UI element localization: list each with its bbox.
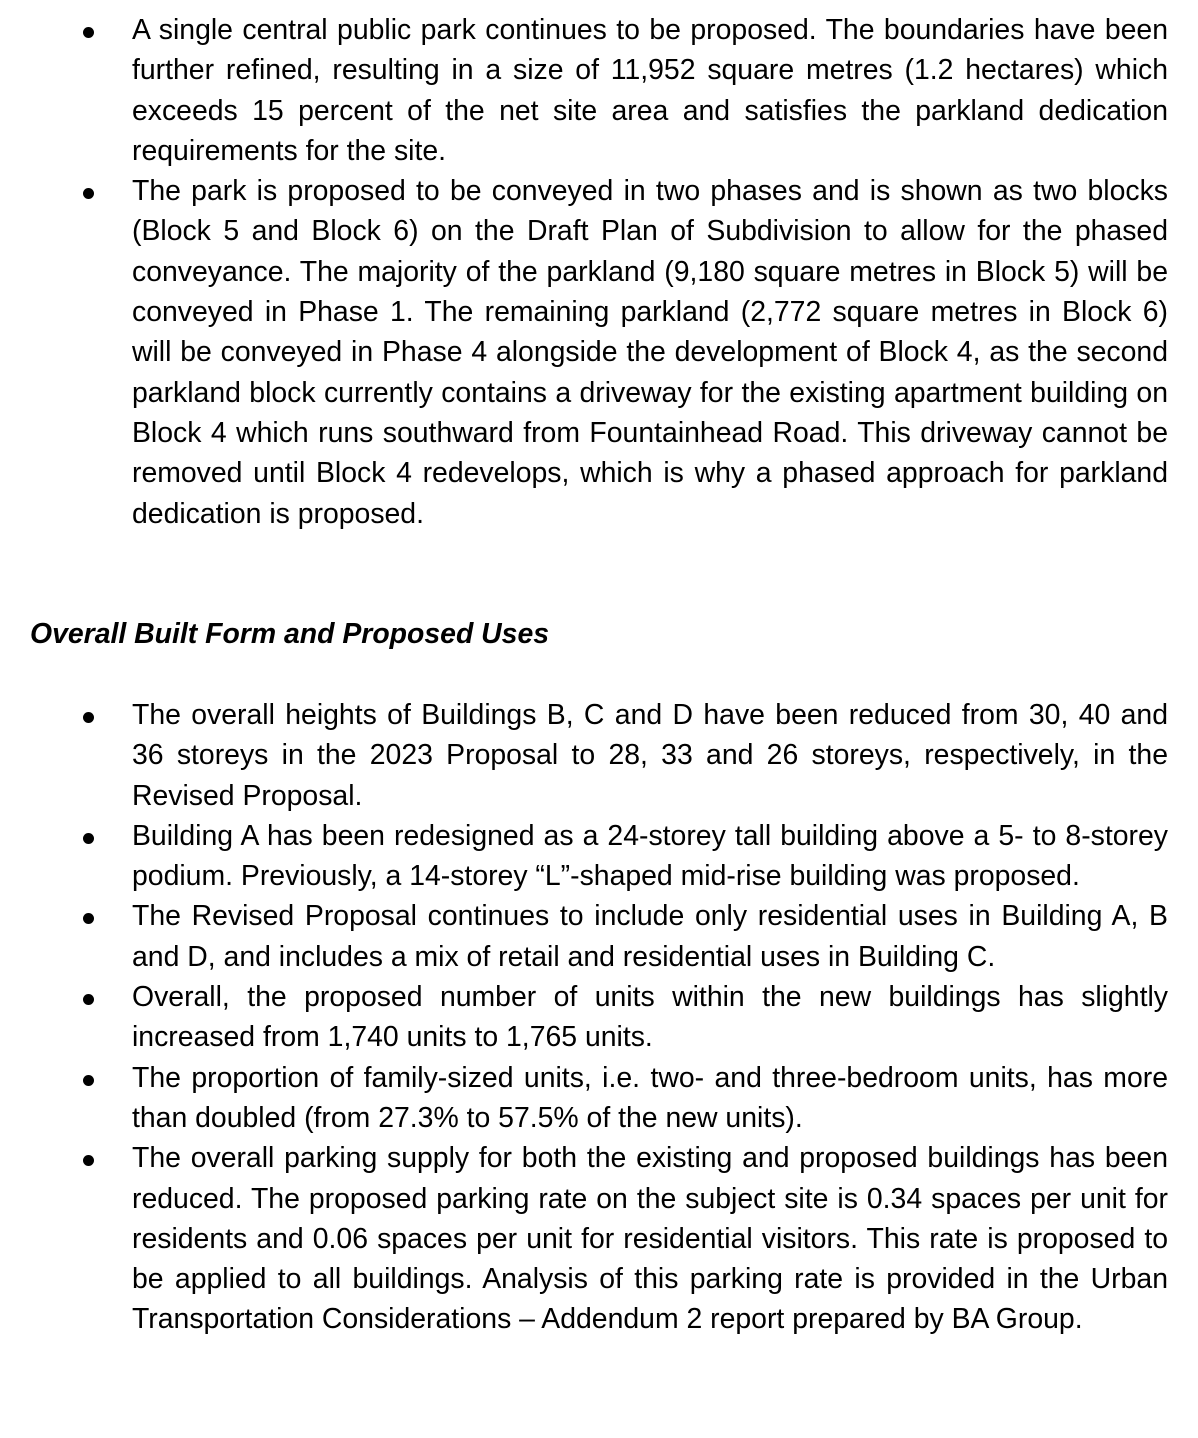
bullet-icon [83,712,94,723]
bullet-text: Overall, the proposed number of units within the new buildings has slightly increased from 1,740 units to 1,765 units. [132,981,1168,1054]
list-item [0,171,1168,534]
list-item [0,695,1168,816]
list-item [0,1138,1168,1339]
list-item [0,1058,1168,1139]
built-form-bullet-list [0,695,1198,1340]
bullet-text: The overall parking supply for both the existing and proposed buildings has been reduced. The proposed parking rate on the subject site is 0.34 spaces per unit for residents and 0.06 spaces per unit for residential visitors. This rate is proposed to be applied to all buildings. Analysis of this parking rate is provided in the Urban Transportation Considerations – Addendum 2 report prepared by BA Group. [132,1142,1168,1336]
park-bullet-list [0,10,1198,534]
bullet-text: The overall heights of Buildings B, C and D have been reduced from 30, 40 and 36 storeys in the 2023 Proposal to 28, 33 and 26 storeys, respectively, in the Revised Proposal. [132,699,1168,812]
bullet-icon [83,27,94,38]
bullet-icon [83,913,94,924]
bullet-text: The park is proposed to be conveyed in two phases and is shown as two blocks (Block 5 and Block 6) on the Draft Plan of Subdivision to allow for the phased conveyance. The majority of the parkland (9,180 square metres in Block 5) will be conveyed in Phase 1. The remaining parkland (2,772 square metres in Block 6) will be conveyed in Phase 4 alongside the development of Block 4, as the second parkland block currently contains a driveway for the existing apartment building on Block 4 which runs southward from Fountainhead Road. This driveway cannot be removed until Block 4 redevelops, which is why a phased approach for parkland dedication is proposed. [132,175,1168,530]
list-item [0,896,1168,977]
bullet-icon [83,1075,94,1086]
bullet-icon [83,188,94,199]
bullet-text: The proportion of family-sized units, i.e. two- and three-bedroom units, has more than doubled (from 27.3% to 57.5% of the new units). [132,1061,1168,1134]
bullet-icon [83,994,94,1005]
list-item [0,10,1168,171]
bullet-icon [83,1155,94,1166]
list-item [0,816,1168,897]
bullet-text: A single central public park continues to be proposed. The boundaries have been further refined, resulting in a size of 11,952 square metres (1.2 hectares) which exceeds 15 percent of the net site area and satisfies the parkland dedication requirements for the site. [132,14,1168,167]
bullet-icon [83,833,94,844]
list-item [0,977,1168,1058]
section-heading: Overall Built Form and Proposed Uses [30,618,550,650]
bullet-text: The Revised Proposal continues to include only residential uses in Building A, B and D, and includes a mix of retail and residential uses in Building C. [132,900,1168,973]
bullet-text: Building A has been redesigned as a 24-storey tall building above a 5- to 8-storey podium. Previously, a 14-storey “L”-shaped mid-rise building was proposed. [132,819,1168,893]
